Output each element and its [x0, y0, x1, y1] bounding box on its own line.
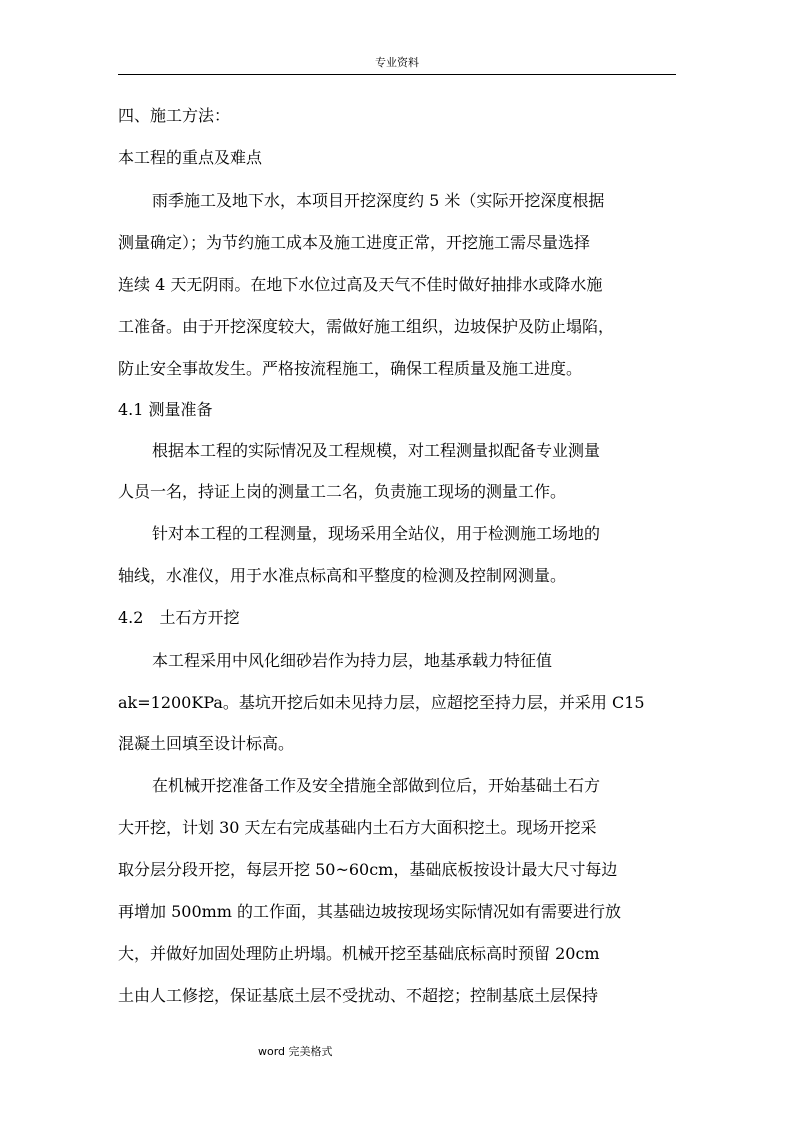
paragraph-line: 在机械开挖准备工作及安全措施全部做到位后，开始基础土石方: [152, 776, 601, 795]
paragraph-line: 轴线，水准仪，用于水准点标高和平整度的检测及控制网测量。: [118, 566, 567, 585]
section-heading: 四、施工方法：: [118, 106, 231, 125]
focus-line: 连续 4 天无阴雨。在地下水位过高及天气不佳时做好抽排水或降水施: [118, 275, 603, 294]
paragraph-line: 混凝土回填至设计标高。: [118, 734, 295, 753]
focus-line: 雨季施工及地下水，本项目开挖深度约 5 米（实际开挖深度根据: [152, 191, 605, 210]
focus-line: 防止安全事故发生。严格按流程施工，确保工程质量及施工进度。: [118, 359, 583, 378]
page-footer: word 完美格式: [258, 1045, 333, 1058]
paragraph-line: 本工程采用中风化细砂岩作为持力层，地基承载力特征值: [152, 651, 553, 670]
paragraph-line: 根据本工程的实际情况及工程规模，对工程测量拟配备专业测量: [152, 441, 601, 460]
subsection-heading-4-1: 4.1 测量准备: [118, 400, 213, 419]
paragraph-line: 取分层分段开挖，每层开挖 50~60cm，基础底板按设计最大尺寸每边: [118, 860, 618, 879]
paragraph-line: 针对本工程的工程测量，现场采用全站仪，用于检测施工场地的: [152, 524, 601, 543]
paragraph-line: 大，并做好加固处理防止坍塌。机械开挖至基础底标高时预留 20cm: [118, 944, 600, 963]
focus-line: 工准备。由于开挖深度较大，需做好施工组织，边坡保护及防止塌陷，: [118, 317, 615, 336]
subsection-heading-4-2: 4.2 土石方开挖: [118, 608, 240, 627]
focus-heading: 本工程的重点及难点: [118, 148, 263, 167]
header-divider: [118, 74, 676, 75]
focus-line: 测量确定）；为节约施工成本及施工进度正常，开挖施工需尽量选择: [118, 233, 591, 252]
page-header: 专业资料: [375, 56, 419, 69]
paragraph-line: 再增加 500mm 的工作面，其基础边坡按现场实际情况如有需要进行放: [118, 902, 622, 921]
paragraph-line: 土由人工修挖，保证基底土层不受扰动、不超挖；控制基底土层保持: [118, 986, 599, 1005]
paragraph-line: 大开挖，计划 30 天左右完成基础内土石方大面积挖土。现场开挖采: [118, 818, 597, 837]
paragraph-line: 人员一名，持证上岗的测量工二名，负责施工现场的测量工作。: [118, 482, 567, 501]
paragraph-line: ak=1200KPa。基坑开挖后如未见持力层，应超挖至持力层，并采用 C15: [118, 693, 645, 712]
